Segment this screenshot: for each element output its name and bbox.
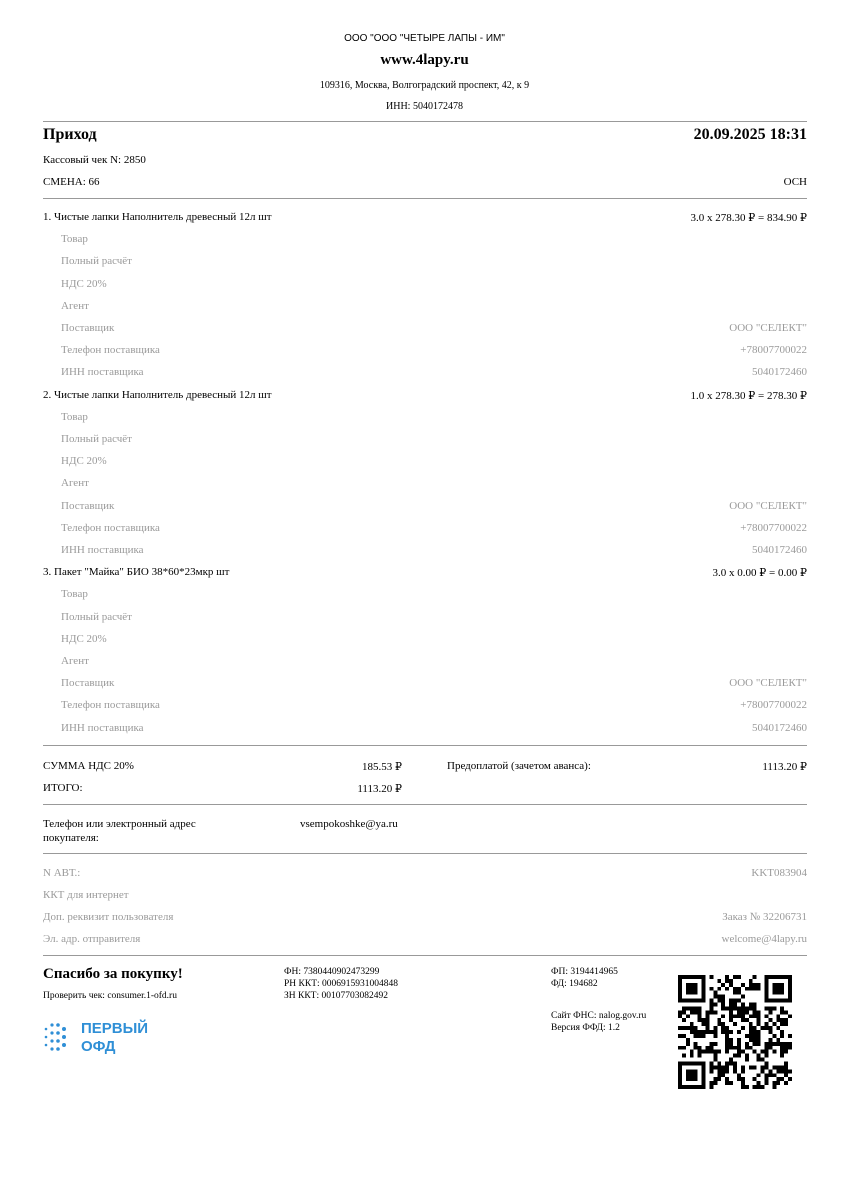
item-detail-label: Поставщик bbox=[61, 322, 115, 334]
user-attribute-label: Доп. реквизит пользователя bbox=[43, 911, 174, 923]
fns-site: Сайт ФНС: nalog.gov.ru bbox=[551, 1011, 647, 1021]
sender-email-label: Эл. адр. отправителя bbox=[43, 933, 141, 945]
item-calculation: 3.0 x 278.30 ₽ = 834.90 ₽ bbox=[690, 212, 807, 224]
item-detail-label: Телефон поставщика bbox=[61, 699, 160, 712]
prepayment-label: Предоплатой (зачетом аванса): bbox=[447, 760, 591, 772]
item-detail-label: Агент bbox=[61, 477, 89, 490]
item-calculation: 3.0 x 0.00 ₽ = 0.00 ₽ bbox=[712, 567, 807, 580]
check-number: Кассовый чек N: 2850 bbox=[43, 154, 146, 166]
rn-kkt: РН ККТ: 0006915931004848 bbox=[284, 979, 399, 989]
item-detail-label: НДС 20% bbox=[61, 277, 107, 290]
receipt-datetime: 20.09.2025 18:31 bbox=[693, 126, 807, 143]
item-detail-label: Телефон поставщика bbox=[61, 521, 160, 534]
item-title: 1. Чистые лапки Наполнитель древесный 12л шт bbox=[43, 211, 272, 223]
item-detail-label: Агент bbox=[61, 655, 89, 667]
item-detail-label: ИНН поставщика bbox=[61, 544, 144, 556]
item-calculation: 1.0 x 278.30 ₽ = 278.30 ₽ bbox=[690, 389, 807, 402]
item-detail-value: 5040172460 bbox=[752, 366, 807, 379]
item-detail-label: Поставщик bbox=[61, 677, 115, 690]
ofd-logo bbox=[43, 1020, 149, 1059]
item-detail-label: Полный расчёт bbox=[61, 610, 132, 623]
zn-kkt: ЗН ККТ: 00107703082492 bbox=[284, 991, 388, 1001]
company-address: 109316, Москва, Волгоградский проспект, 42, к 9 bbox=[319, 80, 530, 91]
vat-sum-value: 185.53 ₽ bbox=[362, 761, 402, 773]
receipt-type: Приход bbox=[43, 126, 97, 143]
fd-number: ФД: 194682 bbox=[551, 979, 598, 989]
item-detail-label: Товар bbox=[61, 233, 88, 246]
divider bbox=[43, 198, 807, 199]
ofd-logo-line2: ОФД bbox=[81, 1038, 116, 1055]
auto-number-label: N АВТ.: bbox=[43, 867, 81, 879]
divider bbox=[43, 955, 807, 956]
divider bbox=[43, 121, 807, 122]
buyer-contact-label-2: покупателя: bbox=[43, 832, 99, 844]
check-link[interactable]: Проверить чек: consumer.1-ofd.ru bbox=[43, 991, 177, 1001]
sender-email-value: welcome@4lapy.ru bbox=[721, 933, 807, 945]
item-title: 3. Пакет "Майка" БИО 38*60*23мкр шт bbox=[43, 566, 230, 579]
divider bbox=[43, 853, 807, 854]
item-detail-value: +78007700022 bbox=[740, 344, 807, 357]
thanks-message: Спасибо за покупку! bbox=[43, 966, 183, 982]
item-detail-label: Поставщик bbox=[61, 499, 115, 512]
item-detail-label: НДС 20% bbox=[61, 632, 107, 645]
item-detail-label: Полный расчёт bbox=[61, 255, 132, 268]
item-detail-label: Агент bbox=[61, 299, 89, 312]
fn-number: ФН: 7380440902473299 bbox=[284, 967, 380, 977]
fiscal-block-2 bbox=[551, 966, 646, 1034]
item-detail-value: ООО "СЕЛЕКТ" bbox=[729, 677, 807, 690]
item-detail-label: Телефон поставщика bbox=[61, 344, 160, 357]
item-title: 2. Чистые лапки Наполнитель древесный 12л шт bbox=[43, 388, 272, 401]
item-detail-value: +78007700022 bbox=[740, 699, 807, 712]
internet-kkt-label: ККТ для интернет bbox=[43, 889, 129, 901]
divider bbox=[43, 745, 807, 746]
item-detail-value: 5040172460 bbox=[752, 544, 807, 556]
ffd-version: Версия ФФД: 1.2 bbox=[551, 1023, 620, 1033]
item-detail-value: ООО "СЕЛЕКТ" bbox=[729, 499, 807, 512]
ofd-logo-dots-icon bbox=[43, 1020, 73, 1054]
website: www.4lapy.ru bbox=[380, 52, 469, 68]
shift-number: СМЕНА: 66 bbox=[43, 176, 100, 188]
total-label: ИТОГО: bbox=[43, 782, 83, 794]
prepayment-value: 1113.20 ₽ bbox=[762, 761, 807, 773]
company-name: ООО "ООО "ЧЕТЫРЕ ЛАПЫ - ИМ" bbox=[344, 33, 505, 44]
total-value: 1113.20 ₽ bbox=[357, 783, 402, 795]
fiscal-block-1 bbox=[284, 966, 398, 1002]
item-detail-label: Товар bbox=[61, 410, 88, 423]
auto-number-value: KKT083904 bbox=[751, 867, 807, 879]
vat-sum-label: СУММА НДС 20% bbox=[43, 760, 134, 772]
divider bbox=[43, 804, 807, 805]
user-attribute-value: Заказ № 32206731 bbox=[722, 911, 807, 923]
item-detail-label: ИНН поставщика bbox=[61, 721, 144, 734]
item-detail-label: Товар bbox=[61, 588, 88, 601]
item-detail-label: ИНН поставщика bbox=[61, 366, 144, 379]
item-detail-value: ООО "СЕЛЕКТ" bbox=[729, 322, 807, 334]
tax-system: ОСН bbox=[783, 176, 807, 188]
item-detail-value: +78007700022 bbox=[740, 521, 807, 534]
buyer-contact-label-1: Телефон или электронный адрес bbox=[43, 818, 196, 830]
ofd-logo-line1: ПЕРВЫЙ bbox=[81, 1020, 149, 1037]
qr-code-icon bbox=[678, 975, 792, 1094]
company-inn: ИНН: 5040172478 bbox=[386, 101, 463, 112]
item-detail-label: Полный расчёт bbox=[61, 433, 132, 445]
fp-number: ФП: 3194414965 bbox=[551, 967, 618, 977]
buyer-contact-value: vsempokoshke@ya.ru bbox=[300, 818, 398, 830]
item-detail-value: 5040172460 bbox=[752, 721, 807, 734]
item-detail-label: НДС 20% bbox=[61, 455, 107, 468]
